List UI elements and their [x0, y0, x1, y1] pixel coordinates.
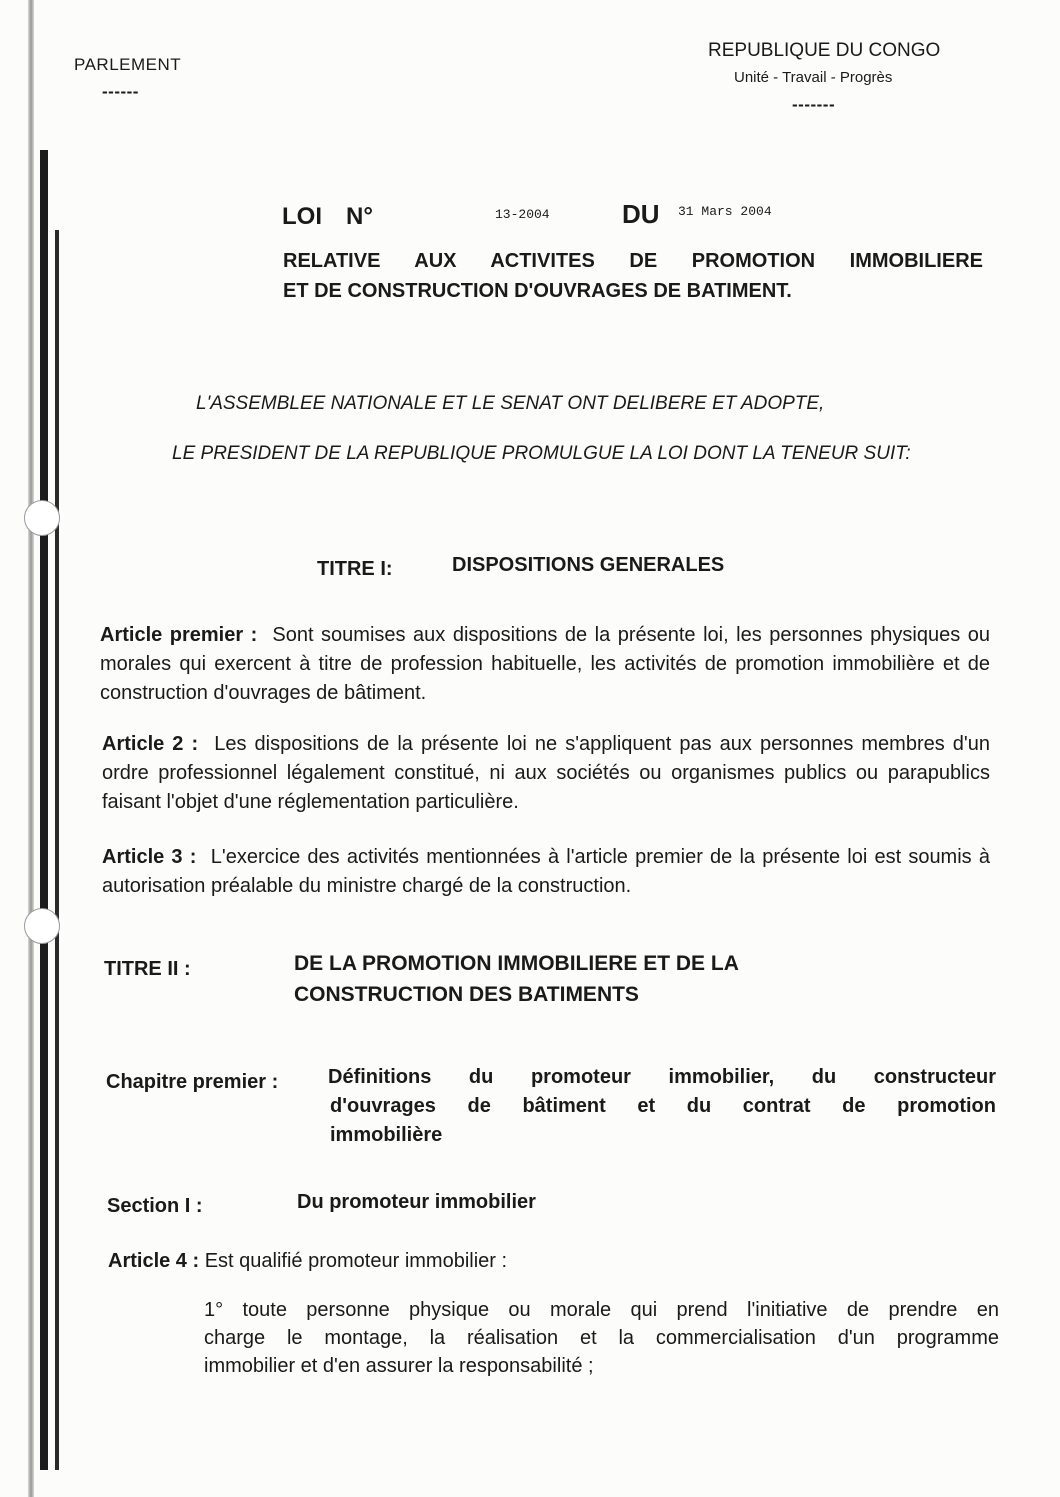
- article-premier-text: Sont soumises aux dispositions de la présente loi, les personnes physiques ou morales qui exercent à titre de profession habituelle, les activités de promotion immobilière et de construction d'ouvrages de bâtiment.: [100, 624, 991, 704]
- article-premier: [100, 621, 990, 708]
- article-4-label: Article 4 :: [108, 1250, 200, 1272]
- titre1-heading: DISPOSITIONS GENERALES: [452, 554, 725, 576]
- section1-heading: Du promoteur immobilier: [297, 1191, 536, 1213]
- header-republique: REPUBLIQUE DU CONGO: [708, 40, 941, 61]
- punch-hole-top: [24, 500, 60, 536]
- chapitre-line3: immobilière: [330, 1124, 443, 1146]
- chapitre-line1: Définitions du promoteur immobilier, du constructeur: [328, 1066, 996, 1088]
- punch-hole-bottom: [24, 908, 60, 944]
- article-2-text: Les dispositions de la présente loi ne s'appliquent pas aux personnes membres d'un ordre professionnel légalement constitué, ni aux sociétés ou organismes publics ou parapublics faisant l'objet d'une réglementation particulière.: [102, 733, 990, 813]
- article-3-text: L'exercice des activités mentionnées à l'article premier de la présente loi est soumis à autorisation préalable du ministre chargé de la construction.: [102, 846, 990, 897]
- law-prefix: LOI: [282, 203, 322, 230]
- binding-strip-inner: [55, 230, 59, 1470]
- article-3: [102, 843, 990, 901]
- article-4-item1-line1: 1° toute personne physique ou morale qui prend l'initiative de prendre en: [204, 1299, 999, 1321]
- law-subject-line2: ET DE CONSTRUCTION D'OUVRAGES DE BATIMENT.: [283, 280, 792, 302]
- titre2-heading-line1: DE LA PROMOTION IMMOBILIERE ET DE LA: [294, 952, 739, 975]
- header-left-rule: ------: [102, 82, 139, 101]
- chapitre-label: Chapitre premier :: [106, 1071, 279, 1093]
- article-4-intro: Est qualifié promoteur immobilier :: [204, 1250, 508, 1272]
- law-number: 13-2004: [495, 207, 550, 222]
- section1-label: Section I :: [107, 1195, 203, 1217]
- article-4-item1-line3: immobilier et d'en assurer la responsabilité ;: [204, 1355, 594, 1377]
- article-2-label: Article 2 :: [102, 733, 199, 755]
- binding-strip: [40, 150, 48, 1470]
- titre2-label: TITRE II :: [104, 958, 191, 980]
- article-2: [102, 730, 990, 817]
- titre2-heading-line2: CONSTRUCTION DES BATIMENTS: [294, 983, 639, 1006]
- header-parlement: PARLEMENT: [74, 55, 182, 74]
- chapitre-line2: d'ouvrages de bâtiment et du contrat de promotion: [330, 1095, 996, 1117]
- preamble-line2: LE PRESIDENT DE LA REPUBLIQUE PROMULGUE LA LOI DONT LA TENEUR SUIT:: [172, 443, 911, 464]
- article-4-item1-line2: charge le montage, la réalisation et la commercialisation d'un programme: [204, 1327, 999, 1349]
- preamble-line1: L'ASSEMBLEE NATIONALE ET LE SENAT ONT DELIBERE ET ADOPTE,: [196, 393, 825, 414]
- law-subject-line1: RELATIVE AUX ACTIVITES DE PROMOTION IMMOBILIERE: [283, 250, 983, 272]
- titre1-label: TITRE I:: [317, 558, 393, 580]
- law-du: DU: [622, 199, 660, 229]
- law-number-label: N°: [346, 203, 373, 230]
- scan-edge: [28, 0, 34, 1497]
- article-premier-label: Article premier :: [100, 624, 258, 646]
- header-right-rule: -------: [792, 95, 836, 114]
- law-date: 31 Mars 2004: [678, 204, 772, 219]
- header-motto: Unité - Travail - Progrès: [734, 69, 893, 86]
- article-3-label: Article 3 :: [102, 846, 197, 868]
- article-4: [108, 1250, 507, 1273]
